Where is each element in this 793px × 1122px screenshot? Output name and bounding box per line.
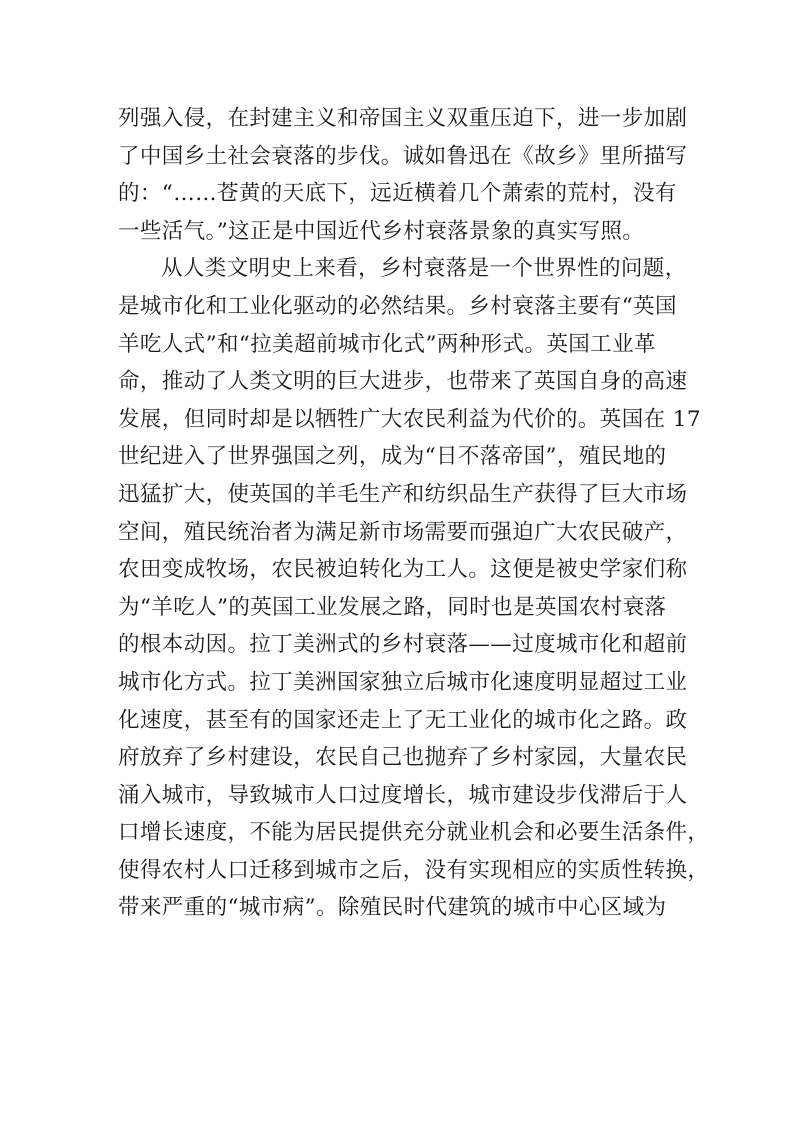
- text-line: 了中国乡土社会衰落的步伐。诚如鲁迅在《故乡》里所描写: [118, 143, 688, 169]
- text-line: 一些活气。”这正是中国近代乡村衰落景象的真实写照。: [118, 218, 645, 244]
- text-line: 列强入侵，在封建主义和帝国主义双重压迫下，进一步加剧: [118, 106, 688, 131]
- text-line: 城市化方式。拉丁美洲国家独立后城市化速度明显超过工业: [118, 669, 688, 695]
- text-line: 命，推动了人类文明的巨大进步，也带来了英国自身的高速: [118, 369, 688, 395]
- text-line: 是城市化和工业化驱动的必然结果。乡村衰落主要有“英国: [118, 293, 677, 319]
- text-line: 化速度，甚至有的国家还走上了无工业化的城市化之路。政: [118, 707, 688, 733]
- text-line: 的：“……苍黄的天底下，远近横着几个萧索的荒村，没有: [118, 181, 677, 207]
- text-line: 使得农村人口迁移到城市之后，没有实现相应的实质性转换，: [118, 857, 710, 883]
- text-line: 口增长速度，不能为居民提供充分就业机会和必要生活条件，: [118, 820, 710, 846]
- text-line: 府放弃了乡村建设，农民自己也抛弃了乡村家园，大量农民: [118, 745, 688, 771]
- text-line: 发展，但同时却是以牺牲广大农民利益为代价的。英国在 17: [118, 406, 701, 432]
- text-line: 从人类文明史上来看，乡村衰落是一个世界性的问题，: [161, 256, 687, 282]
- text-line: 带来严重的“城市病”。除殖民时代建筑的城市中心区域为: [118, 895, 667, 921]
- text-line: 羊吃人式”和“拉美超前城市化式”两种形式。英国工业革: [118, 331, 656, 357]
- text-line: 涌入城市，导致城市人口过度增长，城市建设步伐滞后于人: [118, 782, 688, 808]
- text-line: 农田变成牧场，农民被迫转化为工人。这便是被史学家们称: [118, 557, 688, 583]
- text-line: 世纪进入了世界强国之列，成为“日不落帝国”，殖民地的: [118, 444, 667, 470]
- text-line: 迅猛扩大，使英国的羊毛生产和纺织品生产获得了巨大市场: [118, 481, 688, 507]
- text-line: 为“羊吃人”的英国工业发展之路，同时也是英国农村衰落: [118, 594, 667, 620]
- text-line: 空间，殖民统治者为满足新市场需要而强迫广大农民破产，: [118, 519, 688, 545]
- text-line: 的根本动因。拉丁美洲式的乡村衰落——过度城市化和超前: [118, 632, 688, 658]
- body-text: [118, 100, 710, 927]
